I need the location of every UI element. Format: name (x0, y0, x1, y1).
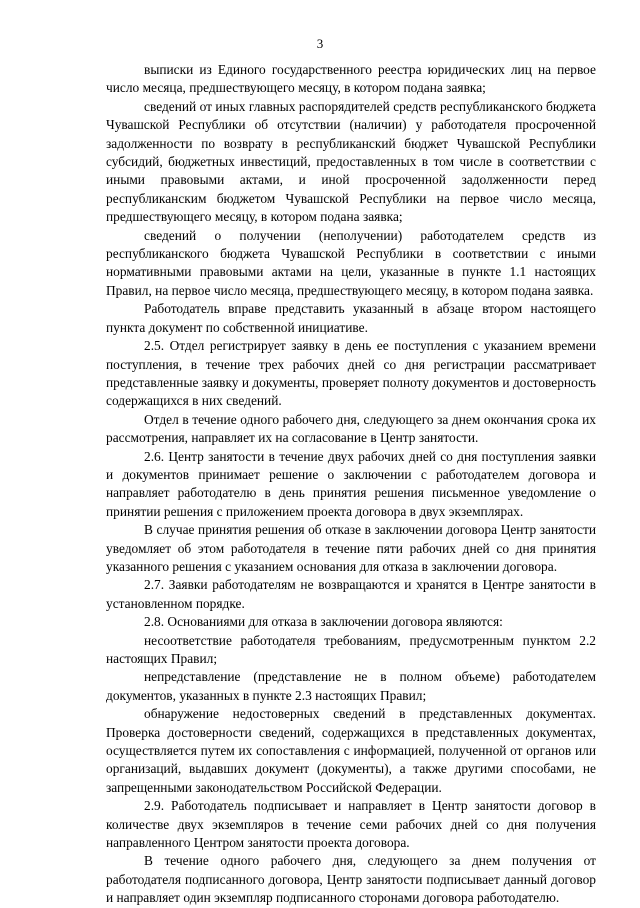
paragraph: В течение одного рабочего дня, следующего за днем получения от работодателя подписанного договора, Центр занятости подписывает данный договор и направляет один экземпляр подписанного сторонами договора работодателю. (106, 853, 596, 906)
paragraph: 2.8. Основаниями для отказа в заключении договора являются: (144, 614, 503, 630)
paragraph: несоответствие работодателя требованиям, предусмотренным пунктом 2.2 настоящих Правил; (106, 632, 596, 666)
paragraph: сведений от иных главных распорядителей средств республиканского бюджета Чувашской Республики об отсутствии (наличии) у работодателя просроченной задолженности по возврату в республиканский бюджет Чувашской Республики субсидий, бюджетных инвестиций, предоставленных в том числе в соответствии с иными правовыми актами, и иной просроченной задолженности перед республиканским бюджетом Чувашской Республики на первое число месяца, предшествующего месяцу, в котором подана заявка; (106, 98, 596, 225)
paragraph: выписки из Единого государственного реестра юридических лиц на первое число месяца, предшествующего месяцу, в котором подана заявка; (106, 62, 596, 96)
paragraph: 2.9. Работодатель подписывает и направляет в Центр занятости договор в количестве двух экземпляров в течение семи рабочих дней со дня получения направленного Центром занятости проекта договора. (106, 798, 596, 851)
paragraph: Работодатель вправе представить указанный в абзаце втором настоящего пункта документ по собственной инициативе. (106, 301, 596, 335)
paragraph: обнаружение недостоверных сведений в представленных документах. Проверка достоверности сведений, содержащихся в представленных документах, осуществляется путем их сопоставления с информацией, полученной от органов или организаций, выдавших документ (документы), а также другими способами, не запрещенными законодательством Российской Федерации. (106, 706, 596, 795)
paragraph: сведений о получении (неполучении) работодателем средств из республиканского бюджета Чувашской Республики в соответствии с иными нормативными правовыми актами на цели, указанные в пункте 1.1 настоящих Правил, на первое число месяца, предшествующего месяцу, в котором подана заявка. (106, 227, 596, 298)
paragraph: 2.5. Отдел регистрирует заявку в день ее поступления с указанием времени поступления, в течение трех рабочих дней со дня регистрации рассматривает представленные заявку и документы, проверяет полноту документов и достоверность содержащихся в них сведений. (106, 338, 596, 409)
paragraph: Отдел в течение одного рабочего дня, следующего за днем окончания срока их рассмотрения, направляет их на согласование в Центр занятости. (106, 411, 596, 446)
paragraph: 2.7. Заявки работодателям не возвращаются и хранятся в Центре занятости в установленном порядке. (106, 577, 596, 611)
page-number: 3 (316, 36, 324, 51)
paragraph: В случае принятия решения об отказе в заключении договора Центр занятости уведомляет об этом работодателя в течение пяти рабочих дней со дня принятия указанного решения с указанием основания для отказа в заключении договора. (106, 522, 596, 574)
paragraph: 2.6. Центр занятости в течение двух рабочих дней со дня поступления заявки и документов принимает решение о заключении с работодателем договора и направляет работодателю в день принятия решения письменное уведомление о принятии решения с приложением проекта договора в двух экземплярах. (106, 448, 596, 519)
document-body (106, 61, 596, 908)
paragraph: непредставление (представление не в полном объеме) работодателем документов, указанных в пункте 2.3 настоящих Правил; (106, 669, 596, 703)
